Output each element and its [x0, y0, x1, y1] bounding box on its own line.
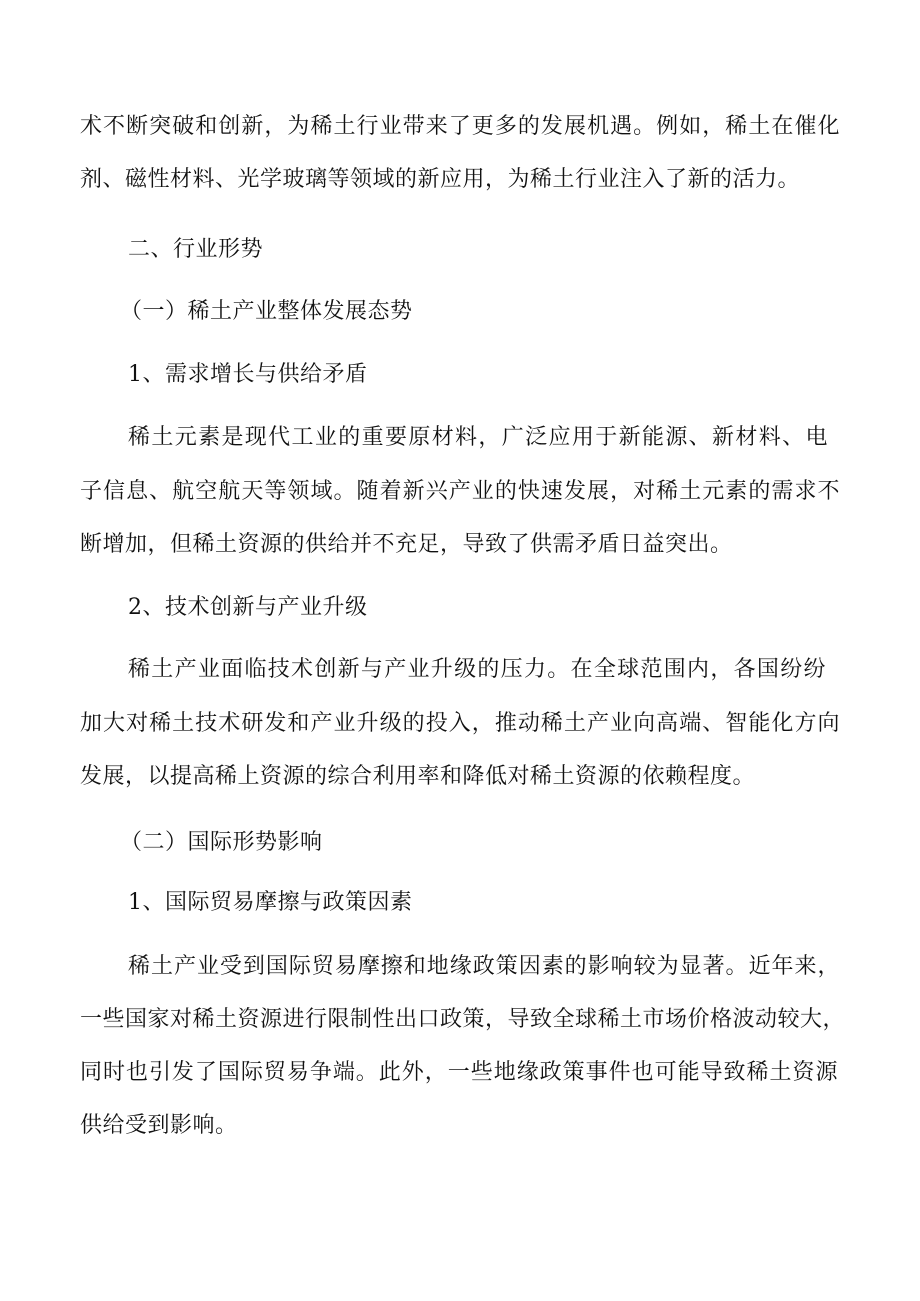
- paragraph-line: 术不断突破和创新，为稀土行业带来了更多的发展机遇。例如，稀土在催化: [80, 114, 840, 139]
- item-heading: 1、国际贸易摩擦与政策因素: [128, 890, 413, 915]
- paragraph-line: 加大对稀土技术研发和产业升级的投入，推动稀土产业向高端、智能化方向: [80, 711, 840, 736]
- paragraph-line: 发展，以提高稀上资源的综合利用率和降低对稀土资源的依赖程度。: [80, 764, 756, 789]
- section-heading: 二、行业形势: [128, 237, 264, 262]
- paragraph-line: 稀土产业受到国际贸易摩擦和地缘政策因素的影响较为显著。近年来，: [128, 954, 840, 979]
- paragraph-line: 同时也引发了国际贸易争端。此外，一些地缘政策事件也可能导致稀土资源: [80, 1060, 838, 1085]
- subsection-heading: （一）稀土产业整体发展态势: [120, 299, 413, 324]
- paragraph-line: 一些国家对稀土资源进行限制性出口政策，导致全球稀土市场价格波动较大，: [80, 1007, 846, 1032]
- item-heading: 1、需求增长与供给矛盾: [128, 362, 368, 387]
- item-heading: 2、技术创新与产业升级: [128, 595, 368, 620]
- paragraph-line: 供给受到影响。: [80, 1113, 238, 1138]
- paragraph-line: 稀土产业面临技术创新与产业升级的压力。在全球范围内，各国纷纷: [128, 657, 826, 682]
- paragraph-line: 断增加，但稀土资源的供给并不充足，导致了供需矛盾日益突出。: [80, 532, 733, 557]
- paragraph-line: 剂、磁性材料、光学玻璃等领域的新应用，为稀土行业注入了新的活力。: [80, 167, 801, 192]
- subsection-heading: （二）国际形势影响: [120, 830, 323, 855]
- paragraph-line: 稀土元素是现代工业的重要原材料，广泛应用于新能源、新材料、电: [128, 425, 828, 450]
- paragraph-line: 子信息、航空航天等领域。随着新兴产业的快速发展，对稀土元素的需求不: [80, 479, 840, 504]
